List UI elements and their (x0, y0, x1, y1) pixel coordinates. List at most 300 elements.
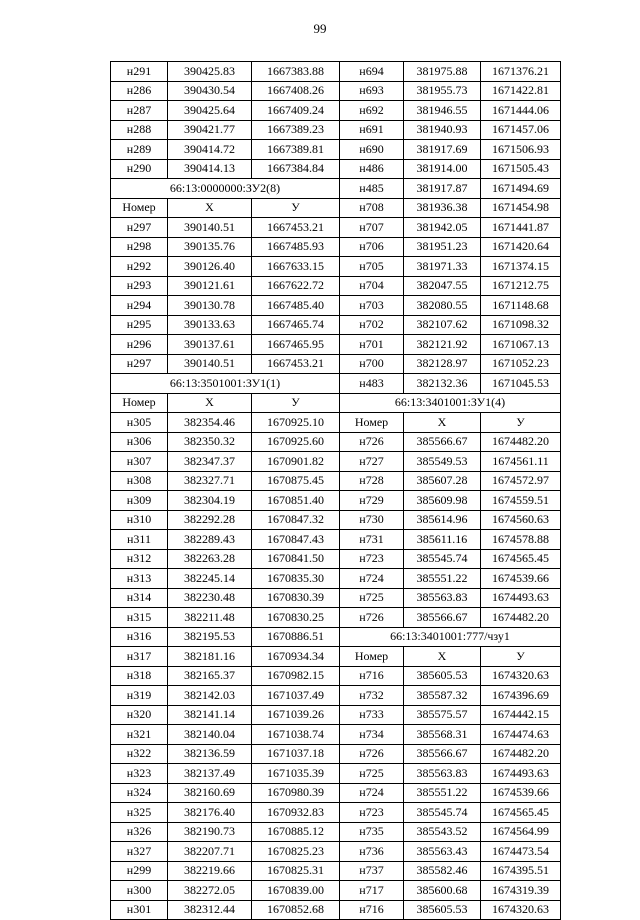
left-y-coordinate-cell: 1667389.81 (252, 140, 340, 160)
right-x-coordinate-cell: 385551.22 (404, 783, 481, 803)
table-row (111, 842, 561, 862)
left-y-coordinate-cell: 1667453.21 (252, 218, 340, 238)
right-x-coordinate-cell: 385600.68 (404, 881, 481, 901)
left-point-id-cell: н297 (111, 218, 168, 238)
right-y-coordinate-cell: 1674560.63 (481, 510, 561, 530)
table-row (111, 627, 561, 647)
left-point-id-cell: н315 (111, 608, 168, 628)
left-x-coordinate-cell: 382272.05 (168, 881, 252, 901)
right-x-coordinate-cell: 381917.87 (404, 179, 481, 199)
right-point-id-cell: н485 (340, 179, 404, 199)
right-x-coordinate-cell: 385545.74 (404, 803, 481, 823)
left-point-id-cell: н319 (111, 686, 168, 706)
left-x-coordinate-cell: 382141.14 (168, 705, 252, 725)
right-y-coordinate-cell: 1671457.06 (481, 120, 561, 140)
right-point-id-cell: н725 (340, 764, 404, 784)
table-row (111, 179, 561, 199)
table-row (111, 764, 561, 784)
right-x-coordinate-cell: 385563.83 (404, 764, 481, 784)
left-y-coordinate-cell: 1670841.50 (252, 549, 340, 569)
right-y-coordinate-cell: 1674395.51 (481, 861, 561, 881)
table-row (111, 276, 561, 296)
left-x-coordinate-cell: 390425.64 (168, 101, 252, 121)
right-y-coordinate-cell: 1674493.63 (481, 764, 561, 784)
left-x-coordinate-cell: 390425.83 (168, 62, 252, 82)
left-point-id-cell: н292 (111, 257, 168, 277)
left-point-id-cell: н322 (111, 744, 168, 764)
right-x-coordinate-cell: 385566.67 (404, 744, 481, 764)
right-y-coordinate-cell: 1674320.63 (481, 666, 561, 686)
table-row (111, 822, 561, 842)
left-y-coordinate-cell: 1670901.82 (252, 452, 340, 472)
right-point-id-cell: н708 (340, 198, 404, 218)
table-row (111, 861, 561, 881)
left-y-coordinate-cell: 1667485.93 (252, 237, 340, 257)
table-row (111, 725, 561, 745)
left-y-coordinate-cell: 1667408.26 (252, 81, 340, 101)
right-x-coordinate-cell: 385609.98 (404, 491, 481, 511)
page-number: 99 (313, 21, 327, 36)
left-y-coordinate-cell: 1670835.30 (252, 569, 340, 589)
left-y-coordinate-cell: 1667453.21 (252, 354, 340, 374)
right-x-coordinate-cell: 381975.88 (404, 62, 481, 82)
right-point-id-cell: Номер (340, 647, 404, 667)
right-y-coordinate-cell: 1674565.45 (481, 803, 561, 823)
right-y-coordinate-cell: 1671376.21 (481, 62, 561, 82)
left-x-coordinate-cell: 382245.14 (168, 569, 252, 589)
left-point-id-cell: н308 (111, 471, 168, 491)
table-row (111, 569, 561, 589)
right-y-coordinate-cell: 1674572.97 (481, 471, 561, 491)
right-point-id-cell: н723 (340, 803, 404, 823)
left-x-coordinate-cell: 382304.19 (168, 491, 252, 511)
left-point-id-cell: н310 (111, 510, 168, 530)
left-x-coordinate-cell: 390140.51 (168, 218, 252, 238)
parcel-section-header: 66:13:3501001:ЗУ1(1) (111, 374, 340, 394)
left-point-id-cell: н288 (111, 120, 168, 140)
left-point-id-cell: н299 (111, 861, 168, 881)
right-point-id-cell: н735 (340, 822, 404, 842)
right-point-id-cell: н701 (340, 335, 404, 355)
left-point-id-cell: Номер (111, 198, 168, 218)
left-point-id-cell: н289 (111, 140, 168, 160)
right-y-coordinate-cell: 1674539.66 (481, 569, 561, 589)
left-y-coordinate-cell: 1671035.39 (252, 764, 340, 784)
table-row (111, 159, 561, 179)
right-y-coordinate-cell: 1674482.20 (481, 744, 561, 764)
right-x-coordinate-cell: 381971.33 (404, 257, 481, 277)
left-x-coordinate-cell: 390133.63 (168, 315, 252, 335)
left-y-coordinate-cell: 1670982.15 (252, 666, 340, 686)
left-point-id-cell: н309 (111, 491, 168, 511)
right-x-coordinate-cell: Х (404, 647, 481, 667)
right-x-coordinate-cell: 385566.67 (404, 432, 481, 452)
right-x-coordinate-cell: 382132.36 (404, 374, 481, 394)
left-x-coordinate-cell: 390126.40 (168, 257, 252, 277)
right-y-coordinate-cell: 1671422.81 (481, 81, 561, 101)
right-x-coordinate-cell: 385545.74 (404, 549, 481, 569)
table-row (111, 315, 561, 335)
right-y-coordinate-cell: 1674564.99 (481, 822, 561, 842)
left-x-coordinate-cell: Х (168, 393, 252, 413)
left-y-coordinate-cell: 1667622.72 (252, 276, 340, 296)
left-point-id-cell: н324 (111, 783, 168, 803)
right-point-id-cell: н702 (340, 315, 404, 335)
left-x-coordinate-cell: 382327.71 (168, 471, 252, 491)
right-x-coordinate-cell: 381914.00 (404, 159, 481, 179)
left-x-coordinate-cell: 382190.73 (168, 822, 252, 842)
left-y-coordinate-cell: 1670932.83 (252, 803, 340, 823)
table-row (111, 900, 561, 920)
left-x-coordinate-cell: 390430.54 (168, 81, 252, 101)
left-y-coordinate-cell: 1671038.74 (252, 725, 340, 745)
right-point-id-cell: н483 (340, 374, 404, 394)
right-point-id-cell: н727 (340, 452, 404, 472)
right-x-coordinate-cell: 381946.55 (404, 101, 481, 121)
right-x-coordinate-cell: 385568.31 (404, 725, 481, 745)
left-point-id-cell: н314 (111, 588, 168, 608)
left-y-coordinate-cell: 1667485.40 (252, 296, 340, 316)
left-y-coordinate-cell: У (252, 393, 340, 413)
table-row (111, 237, 561, 257)
table-row (111, 803, 561, 823)
table-row (111, 783, 561, 803)
right-point-id-cell: н725 (340, 588, 404, 608)
right-point-id-cell: н737 (340, 861, 404, 881)
left-point-id-cell: н307 (111, 452, 168, 472)
right-x-coordinate-cell: 385611.16 (404, 530, 481, 550)
table-row (111, 413, 561, 433)
right-x-coordinate-cell: 381936.38 (404, 198, 481, 218)
left-x-coordinate-cell: 382165.37 (168, 666, 252, 686)
left-point-id-cell: н291 (111, 62, 168, 82)
right-point-id-cell: н693 (340, 81, 404, 101)
right-point-id-cell: н724 (340, 783, 404, 803)
right-x-coordinate-cell: 385551.22 (404, 569, 481, 589)
right-x-coordinate-cell: 385587.32 (404, 686, 481, 706)
left-x-coordinate-cell: 382292.28 (168, 510, 252, 530)
left-x-coordinate-cell: 390135.76 (168, 237, 252, 257)
left-y-coordinate-cell: 1670825.23 (252, 842, 340, 862)
left-point-id-cell: н305 (111, 413, 168, 433)
right-x-coordinate-cell: 385605.53 (404, 900, 481, 920)
left-y-coordinate-cell: 1670830.25 (252, 608, 340, 628)
left-point-id-cell: н286 (111, 81, 168, 101)
left-y-coordinate-cell: У (252, 198, 340, 218)
parcel-section-header: 66:13:3401001:777/чзу1 (340, 627, 561, 647)
table-row (111, 81, 561, 101)
right-y-coordinate-cell: 1674320.63 (481, 900, 561, 920)
right-x-coordinate-cell: 385549.53 (404, 452, 481, 472)
right-y-coordinate-cell: 1671505.43 (481, 159, 561, 179)
left-point-id-cell: н325 (111, 803, 168, 823)
right-y-coordinate-cell: 1674493.63 (481, 588, 561, 608)
right-point-id-cell: н726 (340, 432, 404, 452)
left-x-coordinate-cell: 390414.72 (168, 140, 252, 160)
coordinates-table (110, 61, 561, 920)
left-x-coordinate-cell: 382350.32 (168, 432, 252, 452)
table-row (111, 530, 561, 550)
left-point-id-cell: н297 (111, 354, 168, 374)
right-point-id-cell: н729 (340, 491, 404, 511)
right-point-id-cell: н703 (340, 296, 404, 316)
right-point-id-cell: н706 (340, 237, 404, 257)
right-x-coordinate-cell: 385563.83 (404, 588, 481, 608)
left-point-id-cell: н295 (111, 315, 168, 335)
left-y-coordinate-cell: 1670885.12 (252, 822, 340, 842)
table-row (111, 452, 561, 472)
table-row (111, 510, 561, 530)
left-point-id-cell: н293 (111, 276, 168, 296)
table-row (111, 120, 561, 140)
right-point-id-cell: н726 (340, 744, 404, 764)
right-y-coordinate-cell: 1671098.32 (481, 315, 561, 335)
table-row (111, 140, 561, 160)
table-row (111, 62, 561, 82)
parcel-section-header: 66:13:0000000:ЗУ2(8) (111, 179, 340, 199)
left-x-coordinate-cell: 382160.69 (168, 783, 252, 803)
left-point-id-cell: н296 (111, 335, 168, 355)
left-y-coordinate-cell: 1667633.15 (252, 257, 340, 277)
left-y-coordinate-cell: 1670852.68 (252, 900, 340, 920)
left-x-coordinate-cell: 382181.16 (168, 647, 252, 667)
left-point-id-cell: н300 (111, 881, 168, 901)
left-x-coordinate-cell: 382230.48 (168, 588, 252, 608)
left-y-coordinate-cell: 1670925.60 (252, 432, 340, 452)
right-y-coordinate-cell: 1671374.15 (481, 257, 561, 277)
left-x-coordinate-cell: 382289.43 (168, 530, 252, 550)
left-y-coordinate-cell: 1670851.40 (252, 491, 340, 511)
left-point-id-cell: н327 (111, 842, 168, 862)
right-y-coordinate-cell: 1671454.98 (481, 198, 561, 218)
right-point-id-cell: н692 (340, 101, 404, 121)
table-row (111, 881, 561, 901)
right-y-coordinate-cell: У (481, 413, 561, 433)
left-point-id-cell: н318 (111, 666, 168, 686)
left-y-coordinate-cell: 1670875.45 (252, 471, 340, 491)
table-row (111, 335, 561, 355)
left-y-coordinate-cell: 1671037.18 (252, 744, 340, 764)
left-y-coordinate-cell: 1670980.39 (252, 783, 340, 803)
left-y-coordinate-cell: 1670825.31 (252, 861, 340, 881)
right-point-id-cell: н690 (340, 140, 404, 160)
left-y-coordinate-cell: 1667409.24 (252, 101, 340, 121)
table-row (111, 686, 561, 706)
right-x-coordinate-cell: 385566.67 (404, 608, 481, 628)
left-x-coordinate-cell: 382207.71 (168, 842, 252, 862)
right-y-coordinate-cell: 1671052.23 (481, 354, 561, 374)
left-x-coordinate-cell: 382195.53 (168, 627, 252, 647)
right-y-coordinate-cell: 1671441.87 (481, 218, 561, 238)
parcel-section-header: 66:13:3401001:ЗУ1(4) (340, 393, 561, 413)
left-x-coordinate-cell: 382312.44 (168, 900, 252, 920)
right-point-id-cell: н726 (340, 608, 404, 628)
right-y-coordinate-cell: 1674442.15 (481, 705, 561, 725)
table-row (111, 588, 561, 608)
left-y-coordinate-cell: 1670847.43 (252, 530, 340, 550)
left-x-coordinate-cell: 382136.59 (168, 744, 252, 764)
left-point-id-cell: н312 (111, 549, 168, 569)
left-y-coordinate-cell: 1667465.95 (252, 335, 340, 355)
left-point-id-cell: Номер (111, 393, 168, 413)
left-x-coordinate-cell: 382176.40 (168, 803, 252, 823)
right-y-coordinate-cell: 1671212.75 (481, 276, 561, 296)
right-point-id-cell: н700 (340, 354, 404, 374)
right-y-coordinate-cell: 1674319.39 (481, 881, 561, 901)
right-x-coordinate-cell: 382080.55 (404, 296, 481, 316)
left-point-id-cell: н311 (111, 530, 168, 550)
right-point-id-cell: н728 (340, 471, 404, 491)
left-point-id-cell: н316 (111, 627, 168, 647)
table-row (111, 549, 561, 569)
right-point-id-cell: н731 (340, 530, 404, 550)
left-x-coordinate-cell: 382354.46 (168, 413, 252, 433)
left-x-coordinate-cell: 382219.66 (168, 861, 252, 881)
right-x-coordinate-cell: 385605.53 (404, 666, 481, 686)
left-x-coordinate-cell: 382211.48 (168, 608, 252, 628)
left-point-id-cell: н290 (111, 159, 168, 179)
right-point-id-cell: н486 (340, 159, 404, 179)
right-y-coordinate-cell: 1674473.54 (481, 842, 561, 862)
left-y-coordinate-cell: 1671037.49 (252, 686, 340, 706)
right-y-coordinate-cell: 1671045.53 (481, 374, 561, 394)
right-y-coordinate-cell: 1671148.68 (481, 296, 561, 316)
right-y-coordinate-cell: 1671067.13 (481, 335, 561, 355)
right-x-coordinate-cell: 381917.69 (404, 140, 481, 160)
right-y-coordinate-cell: 1671506.93 (481, 140, 561, 160)
left-x-coordinate-cell: 390137.61 (168, 335, 252, 355)
left-y-coordinate-cell: 1667389.23 (252, 120, 340, 140)
table-row (111, 744, 561, 764)
coordinates-table-body (111, 62, 561, 920)
right-y-coordinate-cell: 1671494.69 (481, 179, 561, 199)
right-y-coordinate-cell: 1674474.63 (481, 725, 561, 745)
left-x-coordinate-cell: 390140.51 (168, 354, 252, 374)
table-row (111, 257, 561, 277)
left-x-coordinate-cell: 390421.77 (168, 120, 252, 140)
left-x-coordinate-cell: 390130.78 (168, 296, 252, 316)
right-point-id-cell: н730 (340, 510, 404, 530)
table-row (111, 354, 561, 374)
right-x-coordinate-cell: 385607.28 (404, 471, 481, 491)
right-point-id-cell: н691 (340, 120, 404, 140)
right-y-coordinate-cell: 1671444.06 (481, 101, 561, 121)
left-x-coordinate-cell: 390414.13 (168, 159, 252, 179)
right-point-id-cell: н733 (340, 705, 404, 725)
right-point-id-cell: н694 (340, 62, 404, 82)
left-y-coordinate-cell: 1667465.74 (252, 315, 340, 335)
table-row (111, 218, 561, 238)
right-point-id-cell: н716 (340, 900, 404, 920)
right-x-coordinate-cell: 385543.52 (404, 822, 481, 842)
left-point-id-cell: н321 (111, 725, 168, 745)
right-y-coordinate-cell: 1674561.11 (481, 452, 561, 472)
table-row (111, 471, 561, 491)
right-point-id-cell: н724 (340, 569, 404, 589)
right-x-coordinate-cell: 382128.97 (404, 354, 481, 374)
left-y-coordinate-cell: 1667384.84 (252, 159, 340, 179)
left-y-coordinate-cell: 1671039.26 (252, 705, 340, 725)
table-row (111, 296, 561, 316)
left-point-id-cell: н326 (111, 822, 168, 842)
right-y-coordinate-cell: 1674396.69 (481, 686, 561, 706)
left-y-coordinate-cell: 1667383.88 (252, 62, 340, 82)
right-y-coordinate-cell: 1671420.64 (481, 237, 561, 257)
table-row (111, 101, 561, 121)
left-x-coordinate-cell: 382263.28 (168, 549, 252, 569)
right-y-coordinate-cell: 1674539.66 (481, 783, 561, 803)
right-point-id-cell: н736 (340, 842, 404, 862)
right-point-id-cell: н732 (340, 686, 404, 706)
right-x-coordinate-cell: 381955.73 (404, 81, 481, 101)
right-point-id-cell: н716 (340, 666, 404, 686)
right-point-id-cell: н734 (340, 725, 404, 745)
table-row (111, 666, 561, 686)
table-row (111, 432, 561, 452)
table-row (111, 374, 561, 394)
left-y-coordinate-cell: 1670925.10 (252, 413, 340, 433)
right-x-coordinate-cell: 385563.43 (404, 842, 481, 862)
table-row (111, 647, 561, 667)
left-x-coordinate-cell: 382347.37 (168, 452, 252, 472)
left-x-coordinate-cell: 382140.04 (168, 725, 252, 745)
right-y-coordinate-cell: У (481, 647, 561, 667)
right-x-coordinate-cell: 382107.62 (404, 315, 481, 335)
left-x-coordinate-cell: 382142.03 (168, 686, 252, 706)
left-x-coordinate-cell: 382137.49 (168, 764, 252, 784)
right-point-id-cell: н704 (340, 276, 404, 296)
right-point-id-cell: Номер (340, 413, 404, 433)
left-point-id-cell: н320 (111, 705, 168, 725)
right-x-coordinate-cell: Х (404, 413, 481, 433)
left-y-coordinate-cell: 1670847.32 (252, 510, 340, 530)
right-x-coordinate-cell: 385582.46 (404, 861, 481, 881)
left-x-coordinate-cell: 390121.61 (168, 276, 252, 296)
right-y-coordinate-cell: 1674578.88 (481, 530, 561, 550)
left-point-id-cell: н323 (111, 764, 168, 784)
table-row (111, 705, 561, 725)
left-y-coordinate-cell: 1670886.51 (252, 627, 340, 647)
right-y-coordinate-cell: 1674482.20 (481, 432, 561, 452)
table-row (111, 608, 561, 628)
left-point-id-cell: н317 (111, 647, 168, 667)
left-y-coordinate-cell: 1670934.34 (252, 647, 340, 667)
left-y-coordinate-cell: 1670839.00 (252, 881, 340, 901)
table-row (111, 393, 561, 413)
left-point-id-cell: н298 (111, 237, 168, 257)
right-point-id-cell: н707 (340, 218, 404, 238)
right-x-coordinate-cell: 382047.55 (404, 276, 481, 296)
left-point-id-cell: н306 (111, 432, 168, 452)
left-point-id-cell: н287 (111, 101, 168, 121)
right-x-coordinate-cell: 385614.96 (404, 510, 481, 530)
right-point-id-cell: н717 (340, 881, 404, 901)
left-y-coordinate-cell: 1670830.39 (252, 588, 340, 608)
right-point-id-cell: н723 (340, 549, 404, 569)
left-point-id-cell: н294 (111, 296, 168, 316)
right-x-coordinate-cell: 381951.23 (404, 237, 481, 257)
table-row (111, 198, 561, 218)
right-y-coordinate-cell: 1674565.45 (481, 549, 561, 569)
right-y-coordinate-cell: 1674559.51 (481, 491, 561, 511)
left-point-id-cell: н301 (111, 900, 168, 920)
right-x-coordinate-cell: 381942.05 (404, 218, 481, 238)
right-x-coordinate-cell: 385575.57 (404, 705, 481, 725)
right-x-coordinate-cell: 382121.92 (404, 335, 481, 355)
right-y-coordinate-cell: 1674482.20 (481, 608, 561, 628)
table-row (111, 491, 561, 511)
right-x-coordinate-cell: 381940.93 (404, 120, 481, 140)
